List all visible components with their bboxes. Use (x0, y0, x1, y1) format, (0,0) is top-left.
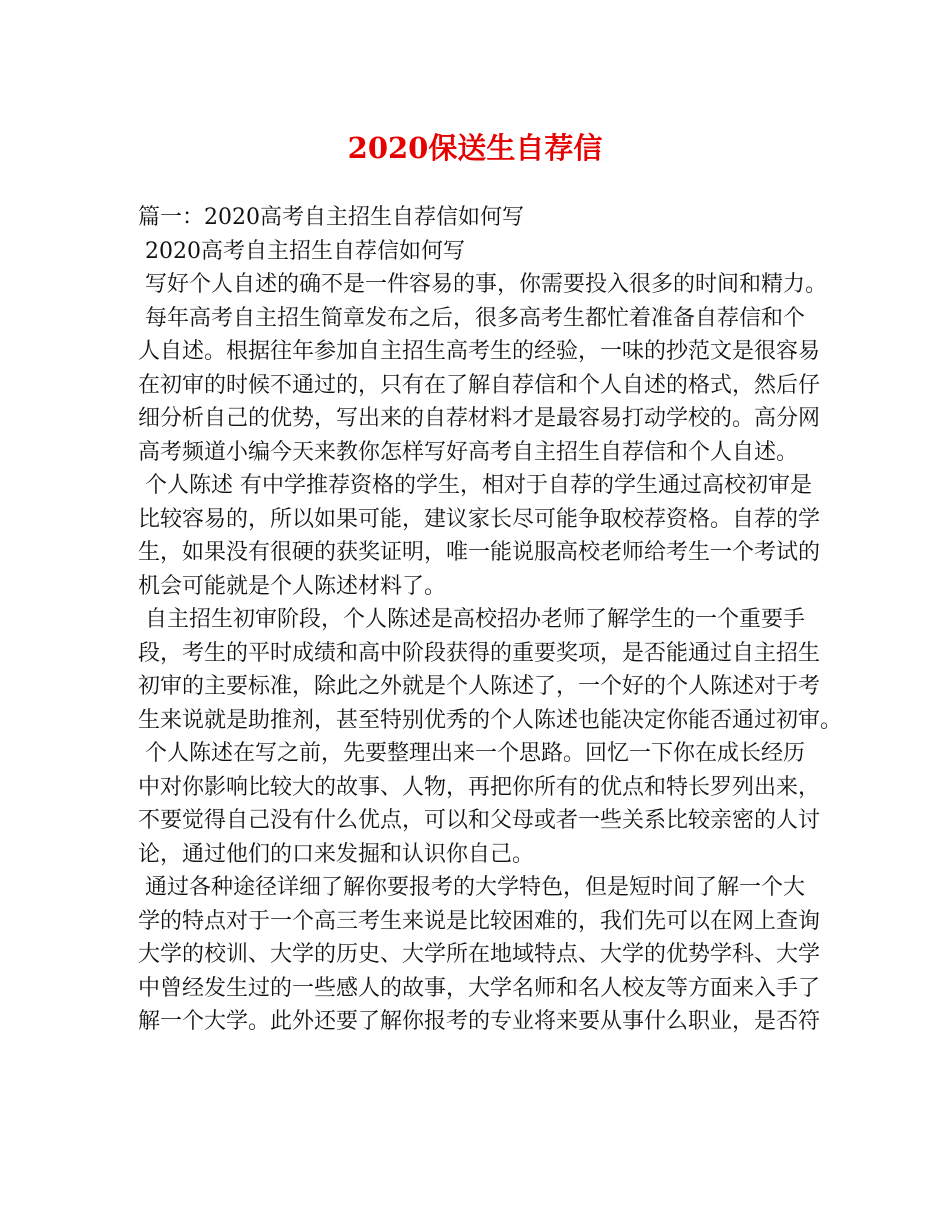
body-line: 生来说就是助推剂，甚至特别优秀的个人陈述也能决定你能否通过初审。 (138, 707, 843, 733)
body-line: 细分析自己的优势，写出来的自荐材料才是最容易打动学校的。高分网 (138, 406, 821, 431)
body-line: 机会可能就是个人陈述材料了。 (138, 573, 447, 599)
body-line: 人自述。根据往年参加自主招生高考生的经验，一味的抄范文是很容易 (138, 339, 821, 364)
body-line: 比较容易的，所以如果可能，建议家长尽可能争取校荐资格。自荐的学 (138, 506, 821, 532)
body-line: 中对你影响比较大的故事、人物，再把你所有的优点和特长罗列出来， (138, 774, 821, 800)
body-line: 通过各种途径详细了解你要报考的大学特色，但是短时间了解一个大 (138, 875, 805, 900)
body-line: 不要觉得自己没有什么优点，可以和父母或者一些关系比较亲密的人讨 (138, 808, 821, 833)
body-line: 写好个人自述的确不是一件容易的事，你需要投入很多的时间和精力。 (138, 272, 827, 297)
body-line: 2020高考自主招生自荐信如何写 (138, 238, 465, 264)
document-title: 2020保送生自荐信 (347, 131, 603, 165)
body-line: 学的特点对于一个高三考生来说是比较困难的，我们先可以在网上查询 (138, 908, 821, 934)
body-line: 个人陈述 有中学推荐资格的学生，相对于自荐的学生通过高校初审是 (138, 473, 812, 498)
body-line: 解一个大学。此外还要了解你报考的专业将来要从事什么职业，是否符 (138, 1009, 821, 1034)
body-line: 在初审的时候不通过的，只有在了解自荐信和个人自述的格式，然后仔 (138, 372, 821, 398)
body-line: 中曾经发生过的一些感人的故事，大学名师和名人校友等方面来入手了 (138, 975, 821, 1001)
document-body (138, 201, 843, 1039)
body-line: 高考频道小编今天来教你怎样写好高考自主招生自荐信和个人自述。 (138, 439, 799, 465)
body-line: 每年高考自主招生简章发布之后，很多高考生都忙着准备自荐信和个 (138, 305, 805, 331)
body-line: 初审的主要标准，除此之外就是个人陈述了，一个好的个人陈述对于考 (138, 674, 821, 699)
body-line: 篇一：2020高考自主招生自荐信如何写 (138, 205, 524, 230)
body-line: 生，如果没有很硬的获奖证明，唯一能说服高校老师给考生一个考试的 (138, 540, 821, 565)
body-line: 段，考生的平时成绩和高中阶段获得的重要奖项，是否能通过自主招生 (138, 640, 821, 666)
body-line: 大学的校训、大学的历史、大学所在地域特点、大学的优势学科、大学 (138, 942, 821, 967)
body-line: 自主招生初审阶段，个人陈述是高校招办老师了解学生的一个重要手 (138, 607, 805, 632)
body-line: 论，通过他们的口来发掘和认识你自己。 (138, 841, 535, 867)
body-line: 个人陈述在写之前，先要整理出来一个思路。回忆一下你在成长经历 (138, 741, 805, 766)
